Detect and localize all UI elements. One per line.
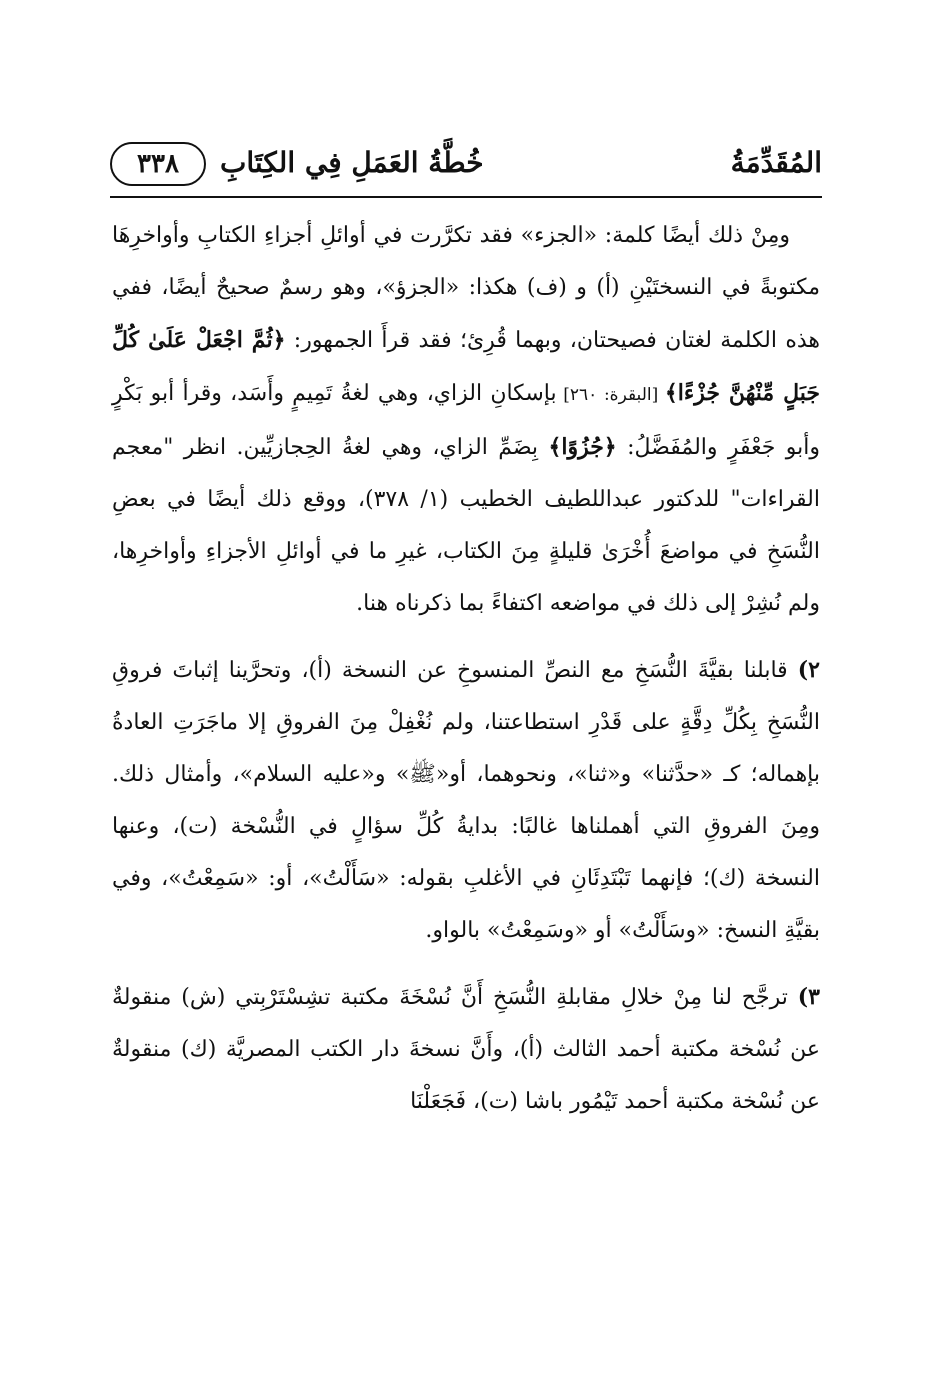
paragraph-3 <box>112 971 820 1128</box>
quran-verse: ﴿ثُمَّ اجْعَلْ عَلَىٰ كُلِّ جَبَلٍ مِّنْهُنَّ جُزْءًا﴾ <box>112 327 820 406</box>
verse-reference: [البقرة: ٢٦٠] <box>556 385 665 405</box>
running-header <box>110 140 822 192</box>
text-run: بِضَمِّ الزاي، وهي لغةُ الحِجازيِّين. انظر "معجم القراءات" للدكتور عبداللطيف الخطيب (١/ ٣٧٨)، ووقع ذلك أيضًا في بعضِ النُّسَخِ في مواضعَ أُخْرَىٰ قليلةٍ مِنَ الكتاب، غيرِ ما في أوائلِ الأجزاءِ وأواخرِها، ولم نُشِرْ إلى ذلك في مواضعه اكتفاءً بما ذكرناه هنا. <box>112 435 820 616</box>
item-number: ٢) <box>797 657 820 683</box>
quran-verse: ﴿جُزُوًا﴾ <box>548 434 617 460</box>
running-header-title: خُطَّةُ العَمَلِ فِي الكِتَابِ <box>220 146 484 179</box>
paragraph-1 <box>112 210 820 630</box>
header-divider <box>110 196 822 198</box>
body-text <box>112 210 820 1142</box>
text-run: ومِنْ ذلك أيضًا كلمة: «الجزء» فقد تكرَّرت في أوائلِ أجزاءِ الكتابِ وأواخرِهَا مكتوبةً في النسختَيْنِ (أ) و (ف) هكذا: «الجزؤ»، وهو رسمٌ صحيحٌ أيضًا، ففي هذه الكلمة لغتان فصيحتان، وبهما قُرِئ؛ فقد قرأَ الجمهور: <box>112 223 820 353</box>
page-number-badge: ٣٣٨ <box>110 142 206 186</box>
item-number: ٣) <box>797 984 820 1010</box>
text-run: قابلنا بقيَّةَ النُّسَخِ مع النصِّ المنسوخِ عن النسخة (أ)، وتحرَّينا إثباتَ فروقِ النُّسَخِ بِكُلِّ دِقَّةٍ على قَدْرِ استطاعتنا، ولم نُغْفِلْ مِنَ الفروقِ إلا ماجَرَتِ العادةُ بإهماله؛ كـ «حدَّثنا» و«ثنا»، ونحوهما، أو«ﷺ» و«عليه السلام»، وأمثال ذلك. ومِنَ الفروقِ التي أهملناها غالبًا: بدايةُ كُلِّ سؤالٍ في النُّسْخة (ت)، وعنها النسخة (ك)؛ فإنهما تَبْتَدِئَانِ في الأغلبِ بقوله: «سَأَلْتُ»، أو: «سَمِعْتُ»، وفي بقيَّةِ النسخ: «وسَأَلْتُ» أو «وسَمِعْتُ» بالواو. <box>112 658 821 943</box>
running-header-section: المُقَدِّمَةُ <box>730 146 822 179</box>
text-run: ترجَّح لنا مِنْ خلالِ مقابلةِ النُّسَخِ أَنَّ نُسْخَةَ مكتبة تشِسْتَرْبِتي (ش) منقولةٌ عن نُسْخة مكتبة أحمد الثالث (أ)، وأَنَّ نسخةَ دار الكتب المصريَّة (ك) منقولةٌ عن نُسْخة مكتبة أحمد تَيْمُور باشا (ت)، فَجَعَلْنَا <box>112 985 820 1114</box>
paragraph-2 <box>112 644 820 957</box>
text-run: بإسكانِ الزاي، وهي لغةُ تَمِيمٍ وأَسَد، وقرأ أبو بَكْرٍ وأبو جَعْفَرٍ والمُفَضَّلُ: <box>112 381 821 460</box>
